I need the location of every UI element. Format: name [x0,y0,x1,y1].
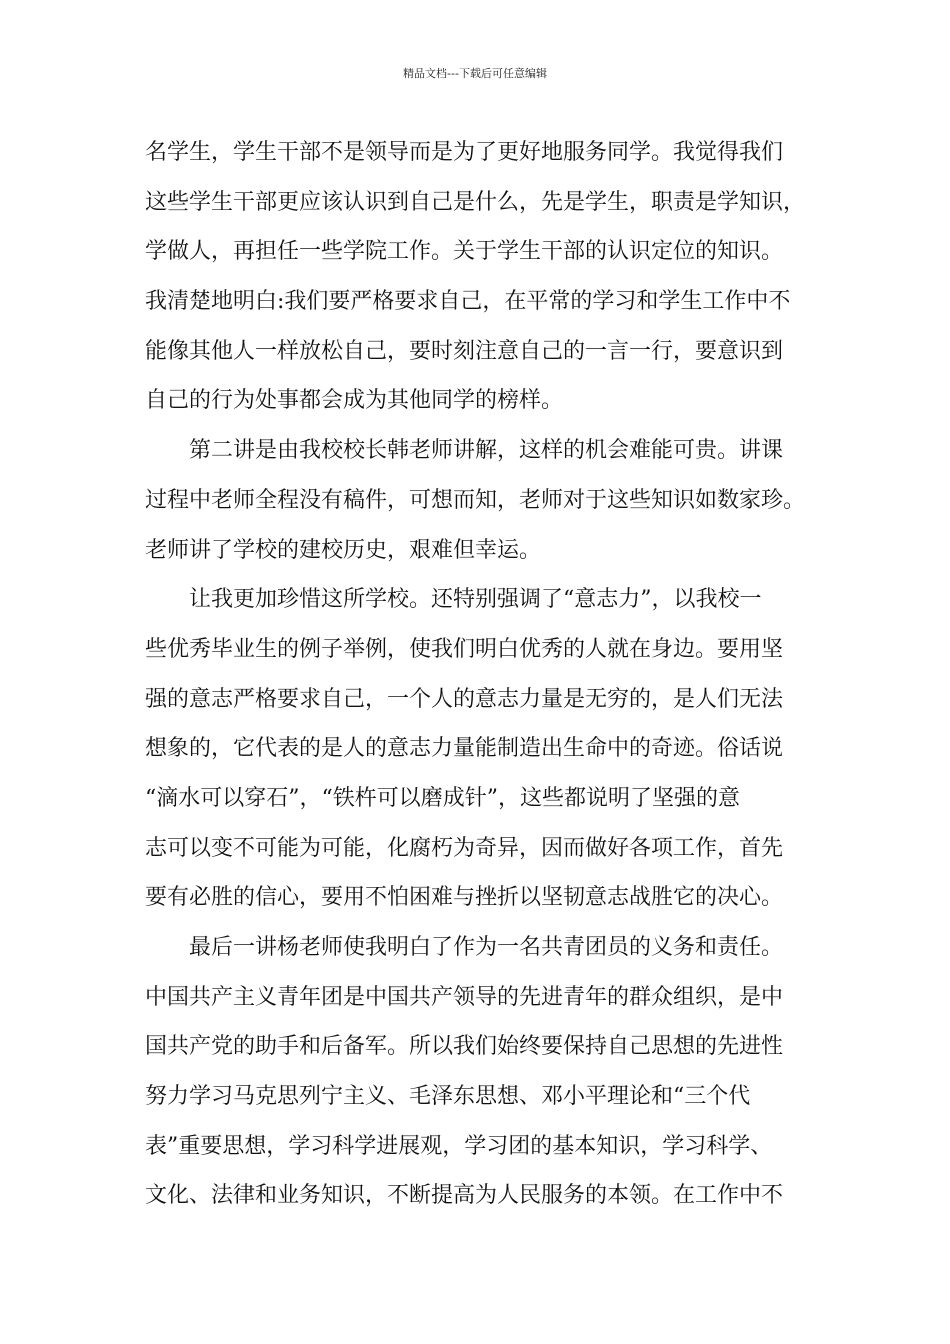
text-line: 强的意志严格要求自己，一个人的意志力量是无穷的，是人们无法 [145,686,784,712]
text-line: 志可以变不可能为可能，化腐朽为奇异，因而做好各项工作，首先 [145,835,784,861]
text-line: 些优秀毕业生的例子举例，使我们明白优秀的人就在身边。要用坚 [145,636,784,662]
text-line: 表”重要思想，学习科学进展观，学习团的基本知识，学习科学、 [145,1133,773,1159]
text-line: 要有必胜的信心，要用不怕困难与挫折以坚韧意志战胜它的决心。 [145,885,784,911]
text-line: 老师讲了学校的建校历史，艰难但幸运。 [145,537,542,563]
text-line: 过程中老师全程没有稿件，可想而知，老师对于这些知识如数家珍。 [145,487,806,513]
text-line: 文化、法律和业务知识，不断提高为人民服务的本领。在工作中不 [145,1183,784,1209]
text-line: 我清楚地明白:我们要严格要求自己，在平常的学习和学生工作中不 [145,289,791,315]
paragraph-first-line: 让我更加珍惜这所学校。还特别强调了“意志力”，以我校一 [189,587,762,613]
text-line: 学做人，再担任一些学院工作。关于学生干部的认识定位的知识。 [145,239,784,265]
text-line: 努力学习马克思列宁主义、毛泽东思想、邓小平理论和“三个代 [145,1084,751,1110]
text-line: 自己的行为处事都会成为其他同学的榜样。 [145,388,564,414]
text-line: 想象的，它代表的是人的意志力量能制造出生命中的奇迹。俗话说 [145,736,784,762]
text-line: 能像其他人一样放松自己，要时刻注意自己的一言一行，要意识到 [145,338,784,364]
paragraph-first-line: 第二讲是由我校校长韩老师讲解，这样的机会难能可贵。讲课 [189,438,784,464]
text-line: 这些学生干部更应该认识到自己是什么，先是学生，职责是学知识， [145,189,806,215]
text-line: 国共产党的助手和后备军。所以我们始终要保持自己思想的先进性 [145,1034,784,1060]
text-line: 名学生，学生干部不是领导而是为了更好地服务同学。我觉得我们 [145,140,784,165]
body-text [145,128,825,1221]
text-line: 中国共产主义青年团是中国共产领导的先进青年的群众组织，是中 [145,984,784,1010]
page-header: 精品文档---下载后可任意编辑 [403,67,547,80]
paragraph-first-line: 最后一讲杨老师使我明白了作为一名共青团员的义务和责任。 [189,935,784,960]
text-line: “滴水可以穿石”，“铁杵可以磨成针”，这些都说明了坚强的意 [145,785,740,811]
